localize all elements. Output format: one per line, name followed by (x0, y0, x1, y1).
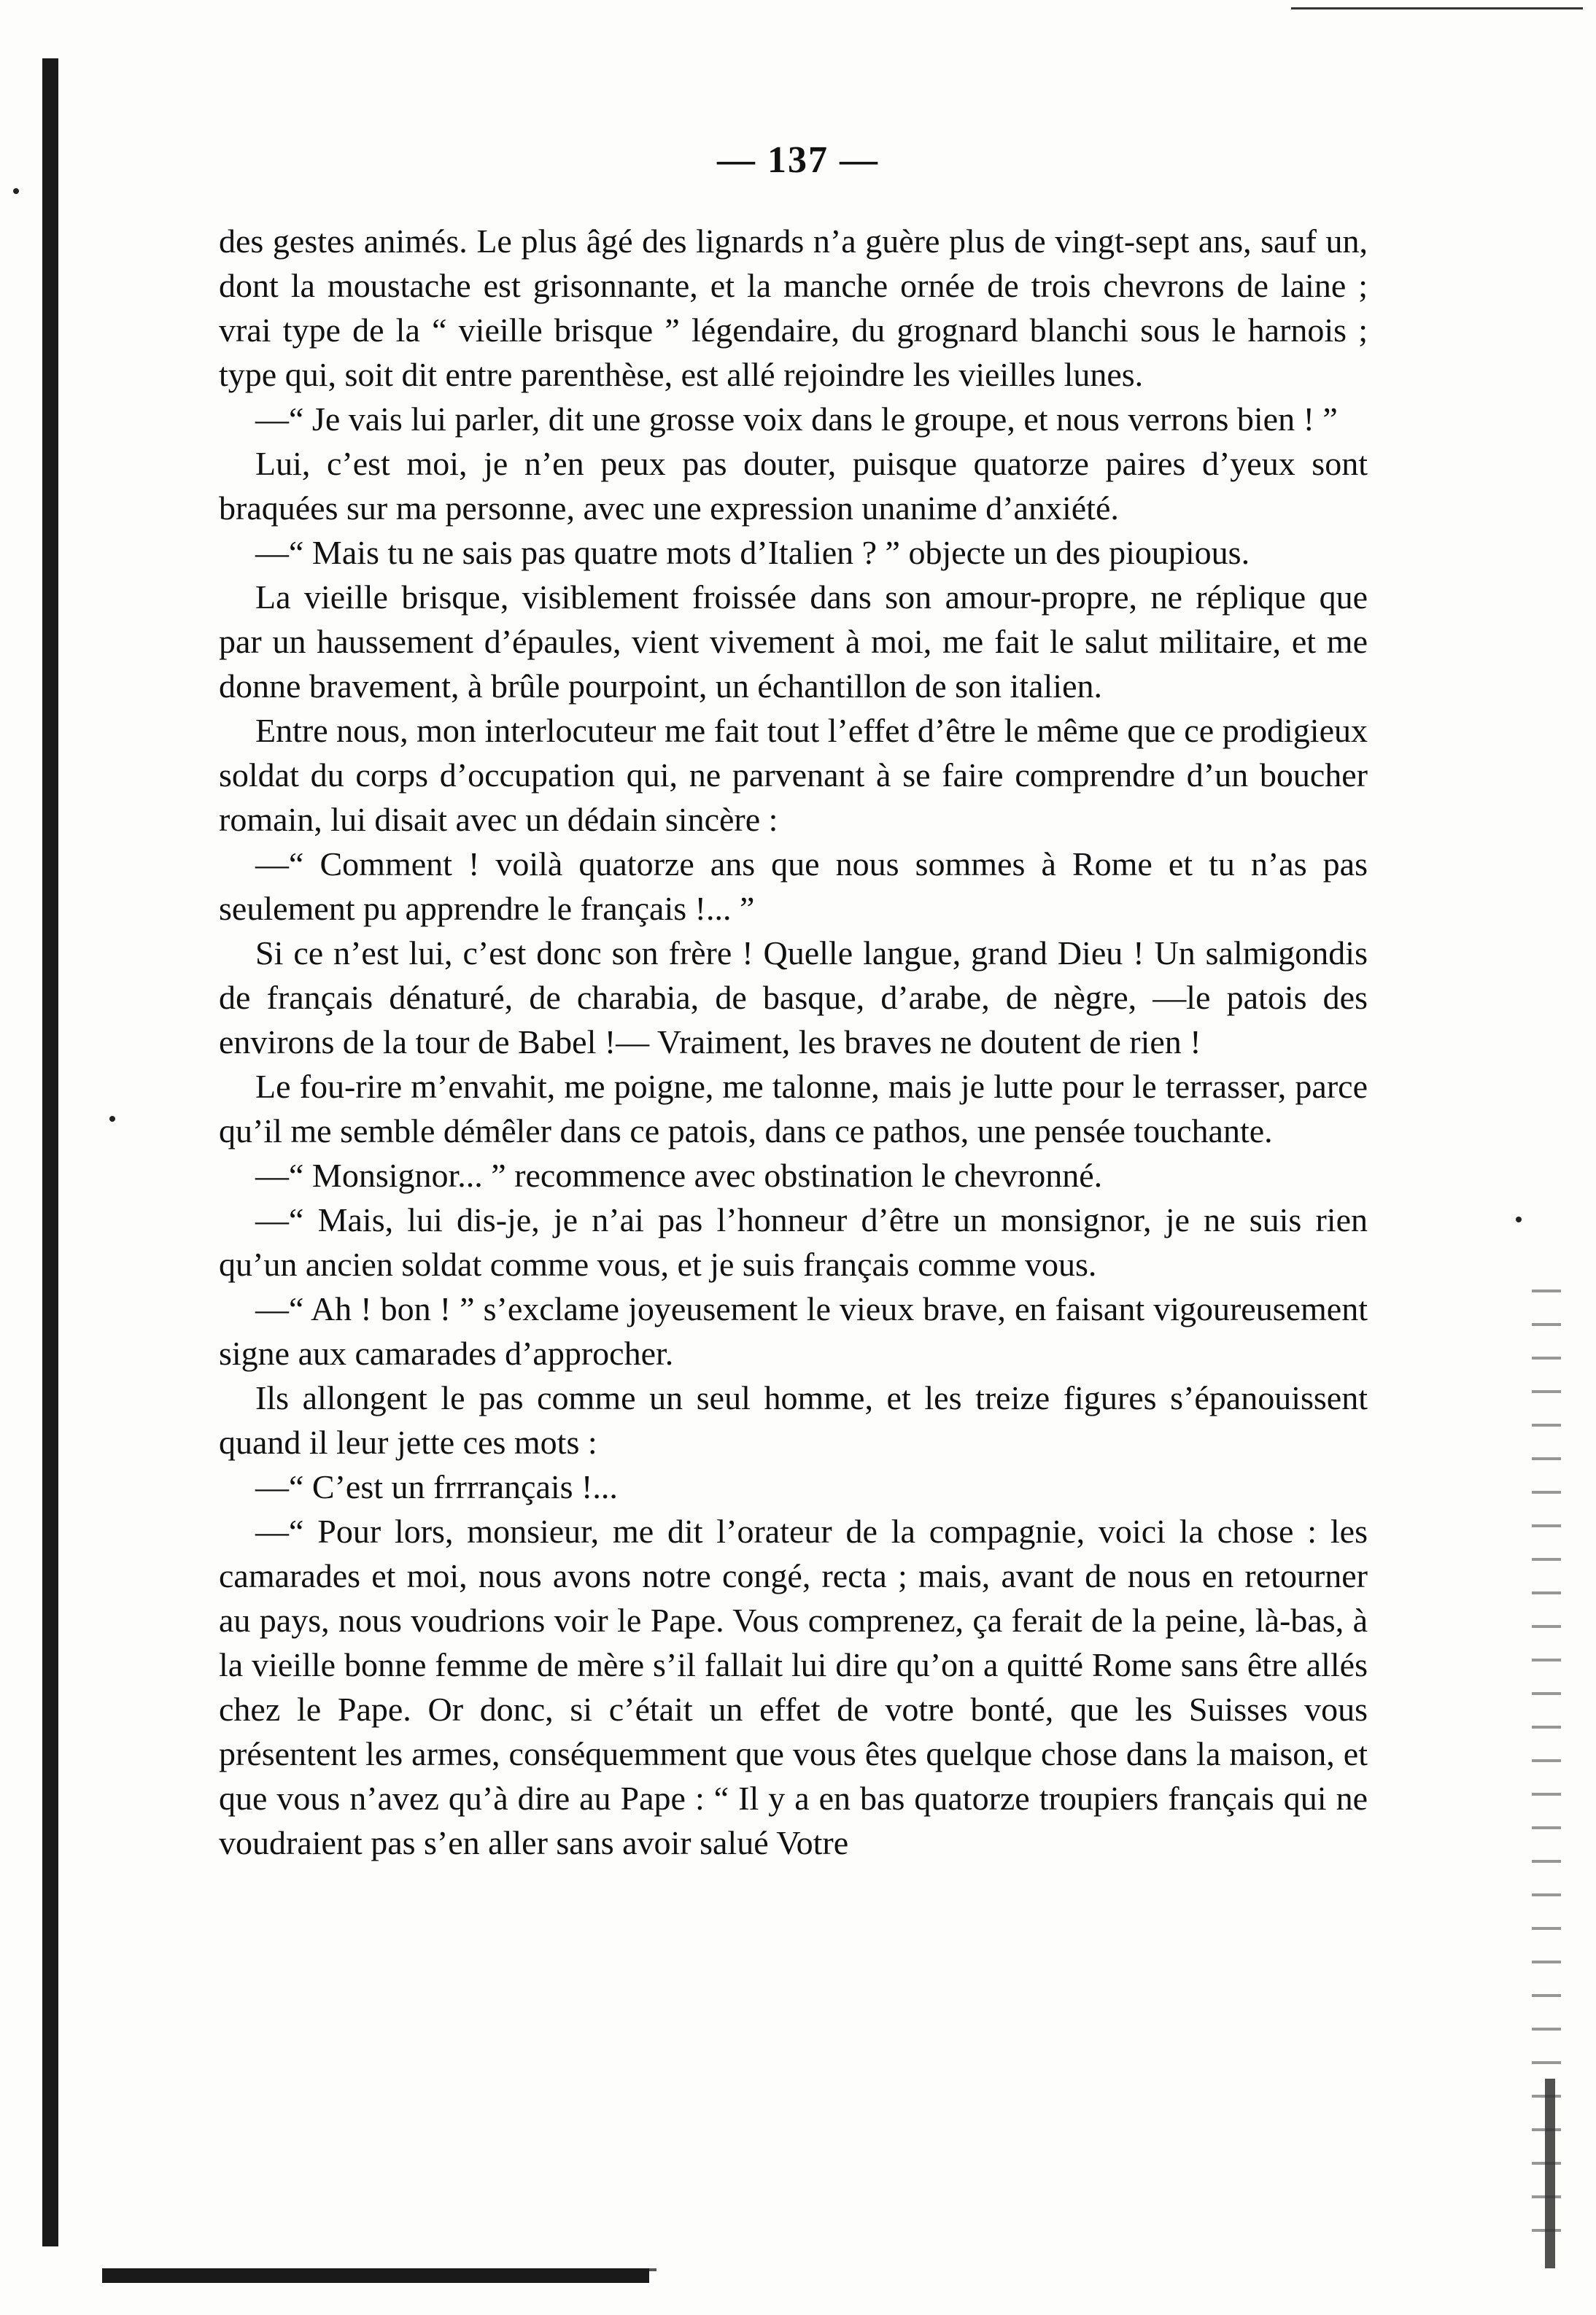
bottom-edge-rule (102, 2268, 649, 2283)
paragraph: Entre nous, mon interlocuteur me fait tout l’effet d’être le même que ce prodigieux soldat du corps d’occupation qui, ne parvenant à se faire comprendre d’un boucher romain, lui disait avec un dédain sincère : (219, 712, 1368, 838)
body-text (219, 219, 1368, 1865)
paragraph: —“ Ah ! bon ! ” s’exclame joyeusement le vieux brave, en faisant vigoureusement signe aux camarades d’approcher. (219, 1290, 1368, 1372)
bottom-edge-fragment (649, 2268, 656, 2271)
paragraph: La vieille brisque, visiblement froissée dans son amour-propre, ne réplique que par un haussement d’épaules, vient vivement à moi, me fait le salut militaire, et me donne bravement, à brûle pourpoint, un échantillon de son italien. (219, 578, 1368, 705)
page-number: — 137 — (717, 139, 879, 181)
paragraph: —“ C’est un frrrrançais !... (255, 1468, 618, 1505)
scan-speck (109, 1116, 115, 1122)
paragraph: —“ Mais, lui dis-je, je n’ai pas l’honneur d’être un monsignor, je ne suis rien qu’un ancien soldat comme vous, et je suis français comme vous. (219, 1201, 1368, 1283)
paragraph: —“ Comment ! voilà quatorze ans que nous sommes à Rome et tu n’as pas seulement pu apprendre le français !... ” (219, 845, 1368, 927)
top-edge-rule (1291, 7, 1583, 9)
paragraph: Le fou-rire m’envahit, me poigne, me talonne, mais je lutte pour le terrasser, parce qu’il me semble démêler dans ce patois, dans ce pathos, une pensée touchante. (219, 1068, 1368, 1149)
paragraph: —“ Je vais lui parler, dit une grosse voix dans le groupe, et nous verrons bien ! ” (255, 400, 1338, 438)
paragraph: Lui, c’est moi, je n’en peux pas douter, puisque quatorze paires d’yeux sont braquées sur ma personne, avec une expression unanime d’anxiété. (219, 445, 1368, 527)
paragraph: —“ Monsignor... ” recommence avec obstination le chevronné. (255, 1157, 1103, 1194)
paragraph: —“ Mais tu ne sais pas quatre mots d’Italien ? ” objecte un des pioupious. (255, 534, 1250, 571)
paragraph: Si ce n’est lui, c’est donc son frère ! Quelle langue, grand Dieu ! Un salmigondis de français dénaturé, de charabia, de basque, d’arabe, de nègre, —le patois des environs de la tour de Babel !— Vraiment, les braves ne doutent de rien ! (219, 934, 1368, 1060)
scan-speck (1516, 1217, 1522, 1222)
paragraph: —“ Pour lors, monsieur, me dit l’orateur de la compagnie, voici la chose : les camarades et moi, nous avons notre congé, recta ; mais, avant de nous en retourner au pays, nous voudrions voir le Pape. Vous comprenez, ça ferait de la peine, là-bas, à la vieille bonne femme de mère s’il fallait lui dire qu’on a quitté Rome sans être allés chez le Pape. Or donc, si c’était un effet de votre bonté, que les Suisses vous présentent les armes, conséquemment que vous êtes quelque chose dans la maison, et que vous n’avez qu’à dire au Pape : “ Il y a en bas quatorze troupiers français qui ne voudraient pas s’en aller sans avoir salué Votre (219, 1513, 1368, 1861)
binding-shadow (42, 58, 58, 2246)
paragraph: des gestes animés. Le plus âgé des lignards n’a guère plus de vingt-sept ans, sauf un, dont la moustache est grisonnante, et la manche ornée de trois chevrons de laine ; vrai type de la “ vieille brisque ” légendaire, du grognard blanchi sous le harnois ; type qui, soit dit entre parenthèse, est allé rejoindre les vieilles lunes. (219, 222, 1368, 393)
right-edge-shadow (1545, 2079, 1555, 2268)
scan-speck (13, 188, 19, 194)
paragraph: Ils allongent le pas comme un seul homme, et les treize figures s’épanouissent quand il leur jette ces mots : (219, 1379, 1368, 1461)
